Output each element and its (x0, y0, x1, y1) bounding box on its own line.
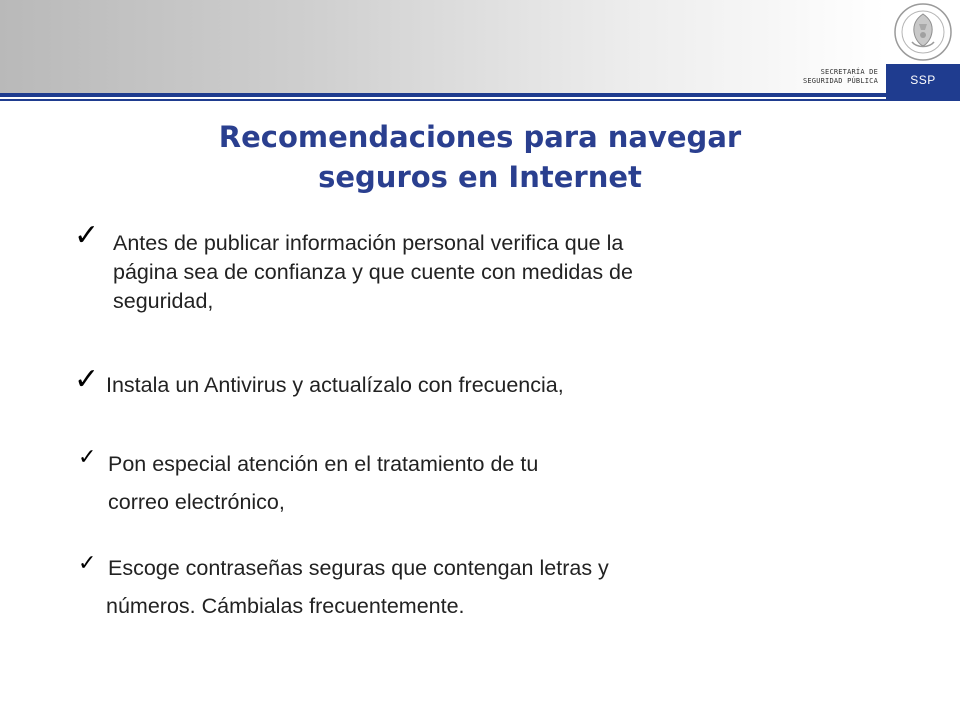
ssp-badge: SSP (886, 64, 960, 99)
title-line-2: seguros en Internet (318, 160, 642, 194)
bullet-text (113, 229, 633, 316)
bullet-line: Antes de publicar información personal verifica que la (113, 231, 624, 255)
bullet-line: Escoge contraseñas seguras que contengan letras y (108, 556, 609, 580)
header-rule-top (0, 93, 960, 97)
checkmark-icon: ✓ (78, 551, 97, 576)
bullet-line: correo electrónico, (108, 490, 285, 514)
bullet-line: Instala un Antivirus y actualízalo con frecuencia, (106, 373, 564, 397)
bullet-line: seguridad, (113, 289, 214, 313)
slide-title (100, 117, 860, 197)
bullet-text (106, 549, 609, 625)
coat-of-arms-seal-icon (893, 2, 953, 62)
header-gradient-band (0, 0, 886, 93)
checkmark-icon: ✓ (74, 218, 100, 253)
title-line-1: Recomendaciones para navegar (218, 120, 742, 154)
bullet-text (108, 445, 538, 521)
agency-name (780, 68, 878, 86)
checkmark-icon: ✓ (74, 362, 100, 397)
seal-container (886, 0, 960, 64)
checkmark-icon: ✓ (78, 445, 97, 470)
bullet-text (106, 371, 564, 400)
agency-line-1: SECRETARÍA DE (820, 68, 878, 76)
agency-line-2: SEGURIDAD PÚBLICA (802, 77, 878, 85)
bullet-line: página sea de confianza y que cuente con medidas de (113, 260, 633, 284)
header-rule-bottom (0, 99, 960, 101)
bullet-line: Pon especial atención en el tratamiento de tu (108, 452, 539, 476)
bullet-line: números. Cámbialas frecuentemente. (106, 594, 465, 618)
